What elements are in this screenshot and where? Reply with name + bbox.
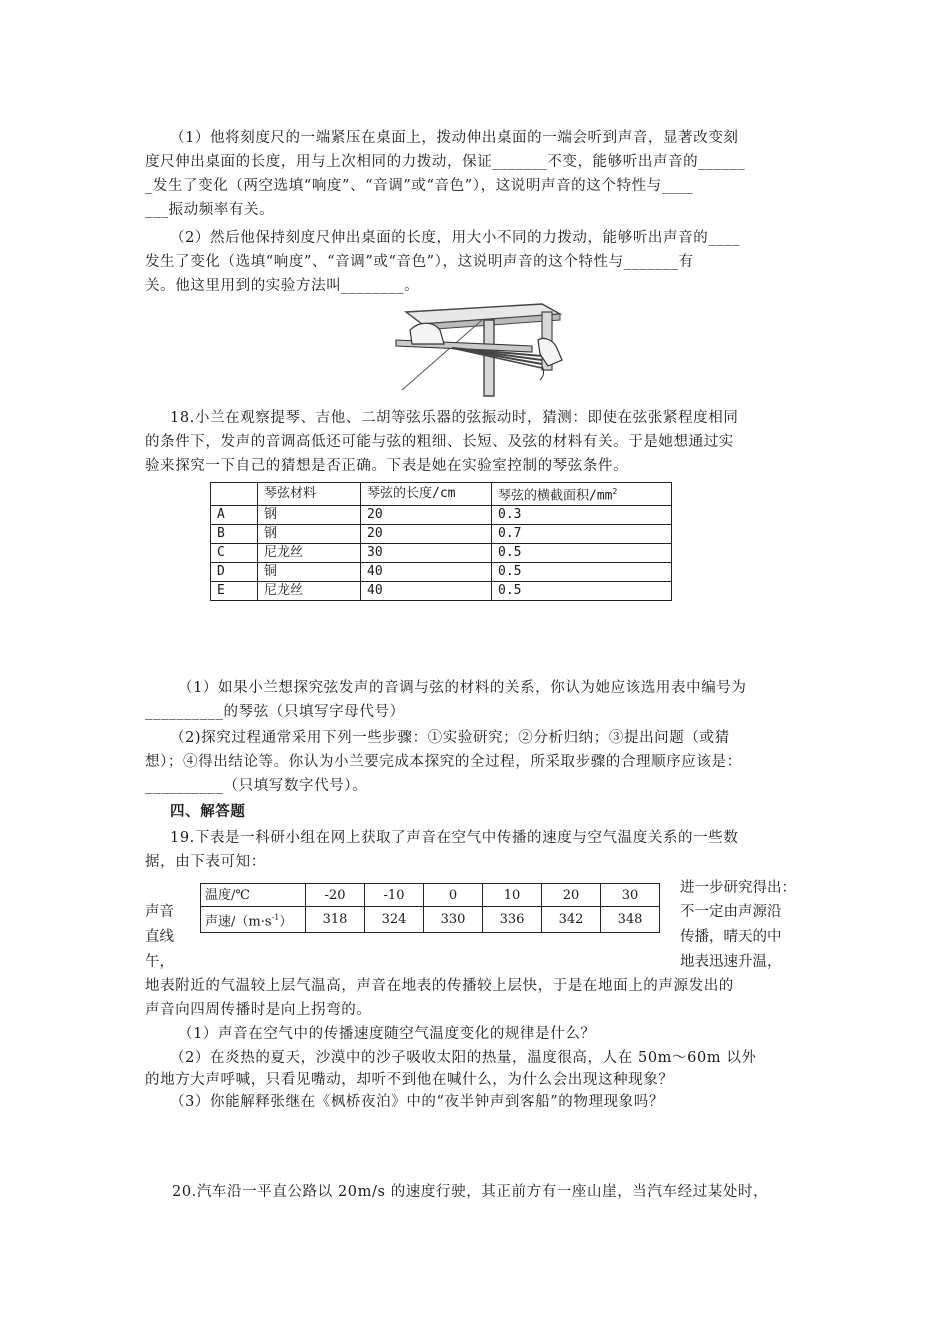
table-cell: 40 <box>361 563 492 582</box>
table-cell: 0 <box>424 884 483 907</box>
q19-right-text-4: 地表迅速升温， <box>680 954 782 970</box>
table-row <box>211 525 672 544</box>
table-cell: 钢 <box>258 506 361 525</box>
table-header-text: 琴弦的横截面积/mm <box>498 488 613 504</box>
q17-p2-line2: 发生了变化（选填“响度”、“音调”或“音色”），这说明声音的这个特性与_______有 <box>145 254 694 270</box>
table-row <box>201 884 660 907</box>
table-header <box>492 483 672 506</box>
q18-intro-line2: 的条件下，发声的音调高低还可能与弦的粗细、长短、及弦的材料有关。于是她想通过实 <box>145 434 734 450</box>
table-cell: 324 <box>365 907 424 933</box>
speed-table <box>200 883 660 933</box>
ruler-desk-illustration <box>392 300 574 398</box>
table-cell: -10 <box>365 884 424 907</box>
q19-q3: （3）你能解释张继在《枫桥夜泊》中的“夜半钟声到客船”的物理现象吗？ <box>170 1094 664 1110</box>
q18-intro-line1: 18.小兰在观察提琴、吉他、二胡等弦乐器的弦振动时，猜测：即使在弦张紧程度相同 <box>170 410 739 426</box>
q19-q1: （1）声音在空气中的传播速度随空气温度变化的规律是什么？ <box>178 1026 596 1042</box>
q17-p2-line1: （2）然后他保持刻度尺伸出桌面的长度，用大小不同的力拨动，能够听出声音的____ <box>170 230 740 246</box>
q18-p2-line1: （2)探究过程通常采用下列一些步骤：①实验研究；②分析归纳；③提出问题（或猜 <box>170 730 730 746</box>
q19-right-text-1: 进一步研究得出： <box>680 880 796 896</box>
q19-intro-line2: 据，由下表可知： <box>145 854 266 870</box>
table-cell: E <box>211 582 258 601</box>
table-cell: 0.3 <box>492 506 672 525</box>
table-cell: 0.5 <box>492 544 672 563</box>
speed-label <box>201 907 306 933</box>
q17-p1-line1: （1）他将刻度尺的一端紧压在桌面上，拨动伸出桌面的一端会听到声音，显著改变刻 <box>170 130 739 146</box>
table-row <box>211 582 672 601</box>
table-cell: 30 <box>361 544 492 563</box>
table-cell: B <box>211 525 258 544</box>
table-cell: 钢 <box>258 525 361 544</box>
table-cell: 318 <box>306 907 365 933</box>
q17-p2-line3: 关。他这里用到的实验方法叫________。 <box>145 278 420 294</box>
table-cell: D <box>211 563 258 582</box>
table-cell: 0.5 <box>492 582 672 601</box>
table-cell: 20 <box>361 525 492 544</box>
q19-q2-line1: （2）在炎热的夏天，沙漠中的沙子吸收太阳的热量，温度很高，人在 50m～60m 以外 <box>170 1050 757 1066</box>
table-row <box>211 544 672 563</box>
q19-q2-line2: 的地方大声呼喊，只看见嘴动，却听不到他在喊什么，为什么会出现这种现象？ <box>145 1072 674 1088</box>
q19-right-text-2: 不一定由声源沿 <box>680 904 782 920</box>
table-row <box>201 907 660 933</box>
strings-table <box>210 482 672 601</box>
table-cell: 尼龙丝 <box>258 544 361 563</box>
table-cell: 30 <box>601 884 660 907</box>
table-cell: 40 <box>361 582 492 601</box>
table-cell: -20 <box>306 884 365 907</box>
q19-cont-line1: 地表附近的气温较上层气温高，声音在地表的传播较上层快，于是在地面上的声源发出的 <box>145 978 734 994</box>
table-cell: 336 <box>483 907 542 933</box>
table-header-row <box>211 483 672 506</box>
table-cell: 尼龙丝 <box>258 582 361 601</box>
table-row <box>211 563 672 582</box>
table-header: 琴弦的长度/cm <box>361 483 492 506</box>
table-cell: A <box>211 506 258 525</box>
q20-line1: 20.汽车沿一平直公路以 20m/s 的速度行驶，其正前方有一座山崖，当汽车经过某处时， <box>172 1184 769 1200</box>
q17-p1-line3: _发生了变化（两空选填“响度”、“音调”或“音色”），这说明声音的这个特性与____ <box>145 178 694 194</box>
table-cell: 0.5 <box>492 563 672 582</box>
speed-label-text: 声速/（m·s <box>205 914 272 930</box>
table-header: 琴弦材料 <box>258 483 361 506</box>
section-title: 四、解答题 <box>170 803 246 820</box>
table-cell: 10 <box>483 884 542 907</box>
table-header <box>211 483 258 506</box>
speed-label-sup: -1 <box>271 913 280 922</box>
q17-p1-line4: ___振动频率有关。 <box>145 202 275 218</box>
q19-left-text-1: 声音 <box>145 904 174 920</box>
q18-p2-line3: __________（只填写数字代号）。 <box>145 778 368 794</box>
q19-cont-line2: 声音向四周传播时是向上拐弯的。 <box>145 1002 372 1018</box>
q19-left-text-3: 午， <box>145 954 174 970</box>
speed-label-end: ） <box>279 914 293 930</box>
table-cell: 20 <box>542 884 601 907</box>
q18-intro-line3: 验来探究一下自己的猜想是否正确。下表是她在实验室控制的琴弦条件。 <box>145 458 629 474</box>
table-cell: 342 <box>542 907 601 933</box>
table-cell: 20 <box>361 506 492 525</box>
q17-p1-line2: 度尺伸出桌面的长度，用与上次相同的力拨动，保证_______不变，能够听出声音的______ <box>145 154 746 170</box>
q18-p2-line2: 想）；④得出结论等。你认为小兰要完成本探究的全过程，所采取步骤的合理顺序应该是： <box>145 754 742 770</box>
table-cell: 铜 <box>258 563 361 582</box>
temp-label: 温度/℃ <box>201 884 306 907</box>
q19-intro-line1: 19.下表是一科研小组在网上获取了声音在空气中传播的速度与空气温度关系的一些数 <box>170 830 739 846</box>
q18-p1-line2: __________的琴弦（只填写字母代号） <box>145 704 405 720</box>
table-cell: 348 <box>601 907 660 933</box>
table-cell: 330 <box>424 907 483 933</box>
table-row <box>211 506 672 525</box>
table-cell: 0.7 <box>492 525 672 544</box>
q19-right-text-3: 传播，晴天的中 <box>680 929 782 945</box>
q18-p1-line1: （1）如果小兰想探究弦发声的音调与弦的材料的关系，你认为她应该选用表中编号为 <box>178 680 747 696</box>
q19-left-text-2: 直线 <box>145 929 174 945</box>
table-header-sup: 2 <box>612 487 618 496</box>
table-cell: C <box>211 544 258 563</box>
